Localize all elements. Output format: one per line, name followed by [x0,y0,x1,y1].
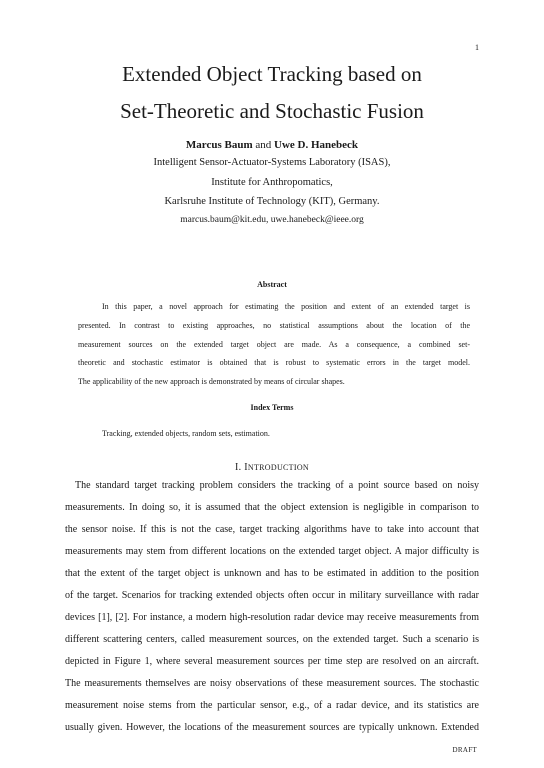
author-name-2: Uwe D. Hanebeck [274,139,359,151]
page-number: 1 [475,43,479,52]
body-text-line: of the target. Scenarios for tracking extended objects often occur in military surveillance with radar [65,590,479,601]
index-terms-heading: Index Terms [250,403,294,412]
draft-footer: DRAFT [452,746,477,754]
index-terms-text: Tracking, extended objects, random sets, estimation. [102,429,270,438]
abstract-line: presented. In contrast to existing approaches, no statistical assumptions about the location of the [78,321,470,330]
body-text-line: depicted in Figure 1, where several measurement sources per time step are resolved on an aircraft. [65,656,479,667]
body-text-line: usually given. However, the locations of the measurement sources are typically unknown. Extended [65,722,479,733]
paper-title-line-1: Extended Object Tracking based on [122,62,422,86]
abstract-heading: Abstract [257,280,287,289]
body-text-line: devices [1], [2]. For instance, a modern high-resolution radar device may receive measurements from [65,612,479,623]
body-text-line: the sensor noise. If this is not the case, target tracking algorithms have to take into account that [65,524,479,535]
author-emails: marcus.baum@kit.edu, uwe.hanebeck@ieee.org [180,215,364,225]
abstract-line: In this paper, a novel approach for estimating the position and extent of an extended target is [102,302,470,311]
section-numeral: I. [235,462,242,473]
body-text-line: The standard target tracking problem considers the tracking of a point source based on noisy [75,480,479,491]
section-heading-introduction [0,462,544,473]
author-line [0,139,544,151]
affiliation-line-3: Karlsruhe Institute of Technology (KIT), Germany. [164,196,380,207]
abstract-line: The applicability of the new approach is demonstrated by means of circular shapes. [78,377,345,386]
body-text-line: measurements may stem from different locations on the extended target object. A major difficulty is [65,546,479,557]
affiliation-line-1: Intelligent Sensor-Actuator-Systems Laboratory (ISAS), [153,157,391,168]
paper-title-line-2: Set-Theoretic and Stochastic Fusion [120,99,424,123]
author-name-1: Marcus Baum [185,139,253,151]
body-text-line: measurements. In doing so, it is assumed that the object extension is negligible in comparison to [65,502,479,513]
body-text-line: that the extent of the target object is unknown and has to be estimated in addition to the position [65,568,479,579]
body-text-line: different scattering centers, called measurement sources, on the extended target. Such a scenario is [65,634,479,645]
body-text-line: measurement noise stems from the particular sensor, e.g., of a radar device, and its statistics are [65,700,479,711]
affiliation-line-2: Institute for Anthropomatics, [211,177,333,188]
abstract-line: theoretic and stochastic estimator is obtained that is robust to systematic errors in the target model. [78,358,470,367]
body-text-line: The measurements themselves are noisy observations of these measurement sources. The stochastic [65,678,479,689]
author-conjunction: and [255,139,272,151]
section-title-rest: NTRODUCTION [247,463,309,472]
abstract-line: measurement sources on the extended target object are made. As a consequence, a combined set- [78,340,470,349]
section-title-cap: I [244,462,248,473]
